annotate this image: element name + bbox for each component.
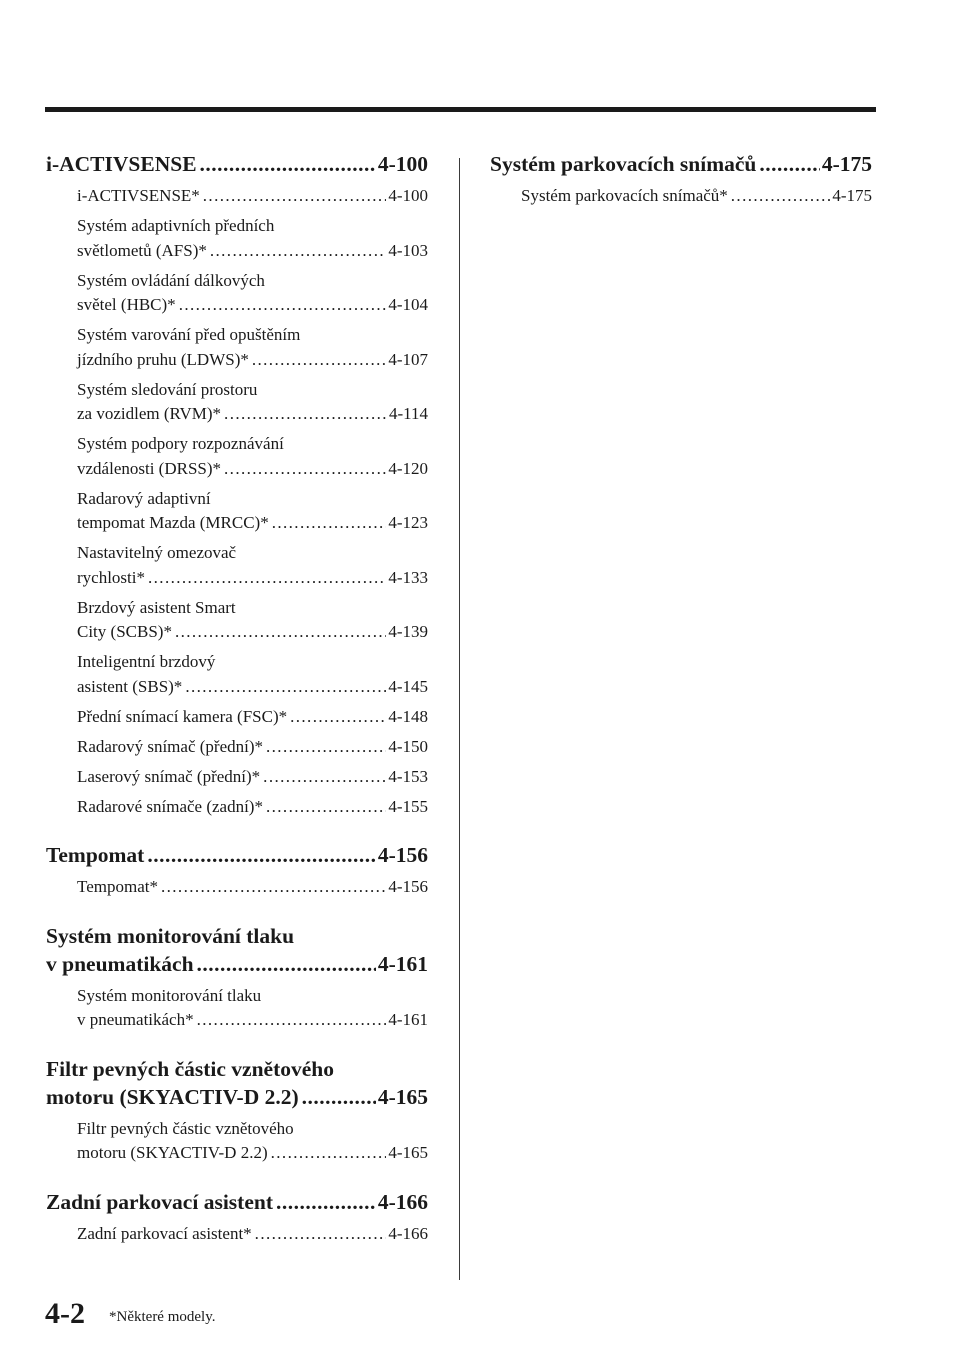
toc-entry[interactable] [77, 378, 428, 427]
section-page-number[interactable]: 4-166 [377, 1189, 428, 1214]
toc-entry[interactable] [77, 184, 428, 209]
entry-line [77, 765, 428, 790]
toc-entry[interactable] [521, 184, 872, 209]
dot-leader [224, 402, 387, 427]
section-page-number[interactable]: 4-100 [377, 152, 428, 176]
entry-line [77, 457, 428, 482]
section-title-line [46, 150, 428, 178]
dot-leader [759, 150, 819, 178]
dot-leader [276, 1188, 376, 1216]
toc-left-column [46, 150, 428, 1268]
toc-section-system-monitorovani-tlaku [46, 922, 428, 1033]
dot-leader [263, 765, 386, 790]
toc-entry[interactable] [77, 650, 428, 699]
section-title-line [490, 150, 872, 178]
entry-line [77, 487, 428, 512]
entry-text: tempomat Mazda (MRCC)* [77, 513, 269, 532]
dot-leader [302, 1083, 376, 1111]
section-heading[interactable] [46, 150, 428, 178]
section-heading[interactable] [46, 841, 428, 869]
entry-text: Laserový snímač (přední)* [77, 766, 261, 786]
entry-text: Systém sledování prostoru [77, 379, 258, 399]
toc-entry[interactable] [77, 269, 428, 318]
entry-page-number[interactable]: 4-139 [388, 622, 428, 641]
entry-text: rychlosti* [77, 567, 145, 587]
toc-entry[interactable] [77, 596, 428, 645]
toc-section-zadni-parkovaci-asistent [46, 1188, 428, 1247]
dot-leader [224, 457, 386, 482]
section-title-text: motoru (SKYACTIV-D 2.2) [46, 1084, 299, 1109]
entry-page-number[interactable]: 4-123 [388, 513, 428, 532]
entry-text: světel (HBC)* [77, 295, 176, 314]
section-entries [46, 984, 428, 1033]
section-heading[interactable] [490, 150, 872, 178]
entry-page-number[interactable]: 4-107 [388, 349, 428, 369]
entry-page-number[interactable]: 4-153 [388, 766, 428, 786]
dot-leader [266, 795, 386, 820]
entry-line [77, 795, 428, 820]
entry-page-number[interactable]: 4-175 [832, 186, 872, 205]
toc-entry[interactable] [77, 541, 428, 590]
entry-page-number[interactable]: 4-155 [388, 796, 428, 816]
dot-leader [255, 1222, 387, 1247]
section-page-number[interactable]: 4-161 [377, 951, 428, 976]
dot-leader [252, 348, 386, 373]
section-title-line [46, 1055, 428, 1083]
entry-text: i-ACTIVSENSE* [77, 186, 200, 205]
toc-entry[interactable] [77, 735, 428, 760]
toc-entry[interactable] [77, 984, 428, 1033]
entry-line [77, 214, 428, 239]
entry-page-number[interactable]: 4-104 [388, 295, 428, 314]
entry-text: City (SCBS)* [77, 622, 172, 641]
entry-line [77, 184, 428, 209]
entry-page-number[interactable]: 4-100 [388, 186, 428, 205]
entry-page-number[interactable]: 4-103 [388, 240, 428, 260]
entry-line [77, 650, 428, 675]
entry-line [77, 432, 428, 457]
toc-section-filtr-pevnych-castic-vznetoveho [46, 1055, 428, 1166]
entry-line [77, 620, 428, 645]
toc-right-column [490, 150, 872, 231]
entry-line [77, 1117, 428, 1142]
entry-text: asistent (SBS)* [77, 676, 183, 696]
entry-line [77, 511, 428, 536]
entry-line [77, 293, 428, 318]
entry-text: Přední snímací kamera (FSC)* [77, 706, 288, 726]
entry-line [77, 323, 428, 348]
section-entries [46, 1117, 428, 1166]
entry-text: Tempomat* [77, 877, 158, 896]
toc-section-system-parkovacich-snimacu [490, 150, 872, 209]
toc-entry[interactable] [77, 795, 428, 820]
dot-leader [271, 1141, 387, 1166]
entry-line [77, 984, 428, 1009]
entry-text: Inteligentní brzdový [77, 652, 216, 671]
dot-leader [731, 184, 831, 209]
dot-leader [210, 239, 386, 264]
entry-text: Radarový snímač (přední)* [77, 736, 263, 756]
section-title-line [46, 922, 428, 950]
column-divider [459, 158, 460, 1280]
dot-leader [272, 511, 387, 536]
entry-text: Systém adaptivních předních [77, 216, 275, 235]
dot-leader [175, 620, 386, 645]
section-title-text: v pneumatikách [46, 951, 194, 976]
entry-text: Systém parkovacích snímačů* [521, 186, 728, 205]
entry-line [77, 1141, 428, 1166]
entry-page-number[interactable]: 4-161 [388, 1010, 428, 1029]
entry-line [77, 269, 428, 294]
toc-entry[interactable] [77, 705, 428, 730]
entry-text: Zadní parkovací asistent* [77, 1223, 252, 1243]
section-entries [46, 1222, 428, 1247]
toc-entry[interactable] [77, 432, 428, 481]
entry-text: Systém podpory rozpoznávání [77, 434, 284, 453]
section-title-text: i-ACTIVSENSE [46, 152, 197, 176]
entry-page-number[interactable]: 4-133 [388, 567, 428, 587]
entry-line [77, 402, 428, 427]
section-page-number[interactable]: 4-175 [821, 152, 872, 176]
entry-page-number[interactable]: 4-145 [388, 676, 428, 696]
entry-text: světlometů (AFS)* [77, 240, 207, 260]
top-rule [45, 107, 876, 112]
dot-leader [290, 705, 386, 730]
toc-entry[interactable] [77, 765, 428, 790]
entry-line [77, 1222, 428, 1247]
entry-line [77, 675, 428, 700]
entry-line [77, 596, 428, 621]
section-page-number[interactable]: 4-156 [377, 843, 428, 867]
entry-page-number[interactable]: 4-148 [388, 706, 428, 726]
entry-text: Nastavitelný omezovač [77, 543, 237, 562]
dot-leader [200, 150, 376, 178]
entry-text: v pneumatikách* [77, 1010, 194, 1029]
section-title-text: Zadní parkovací asistent [46, 1189, 273, 1214]
entry-text: Brzdový asistent Smart [77, 597, 236, 617]
entry-page-number[interactable]: 4-166 [388, 1223, 428, 1243]
dot-leader [203, 184, 387, 209]
entry-line [77, 348, 428, 373]
entry-line [77, 705, 428, 730]
toc-entry[interactable] [77, 875, 428, 900]
section-title-line [46, 950, 428, 978]
dot-leader [266, 735, 386, 760]
section-entries [46, 875, 428, 900]
entry-text: jízdního pruhu (LDWS)* [77, 349, 249, 369]
section-heading[interactable] [46, 1055, 428, 1111]
section-title-text: Systém parkovacích snímačů [490, 152, 757, 176]
section-title-line [46, 1188, 428, 1216]
section-page-number[interactable]: 4-165 [377, 1084, 428, 1109]
section-entries [46, 184, 428, 819]
page-number: 4-2 [45, 1297, 85, 1330]
dot-leader [161, 875, 386, 900]
entry-page-number[interactable]: 4-114 [388, 404, 428, 423]
dot-leader [185, 675, 386, 700]
entry-page-number[interactable]: 4-165 [388, 1143, 428, 1162]
entry-line [77, 1008, 428, 1033]
toc-entry[interactable] [77, 487, 428, 536]
entry-text: motoru (SKYACTIV-D 2.2) [77, 1143, 268, 1162]
section-title-line [46, 841, 428, 869]
entry-text: Filtr pevných částic vznětového [77, 1118, 294, 1138]
section-title-line [46, 1083, 428, 1111]
entry-text: za vozidlem (RVM)* [77, 404, 222, 423]
dot-leader [197, 1008, 387, 1033]
entry-text: Systém ovládání dálkových [77, 270, 265, 290]
dot-leader [179, 293, 387, 318]
entry-line [77, 566, 428, 591]
dot-leader [147, 841, 375, 869]
entry-text: Radarové snímače (zadní)* [77, 796, 263, 816]
entry-line [77, 378, 428, 403]
entry-text: Systém varování před opuštěním [77, 325, 301, 344]
entry-page-number[interactable]: 4-156 [388, 877, 428, 896]
dot-leader [148, 566, 386, 591]
entry-text: vzdálenosti (DRSS)* [77, 458, 222, 478]
toc-entry[interactable] [77, 1222, 428, 1247]
entry-line [77, 239, 428, 264]
entry-line [77, 875, 428, 900]
dot-leader [197, 950, 376, 978]
toc-entry[interactable] [77, 1117, 428, 1166]
section-entries [490, 184, 872, 209]
section-heading[interactable] [46, 922, 428, 978]
toc-entry[interactable] [77, 214, 428, 263]
section-title-text: Tempomat [46, 843, 145, 867]
entry-line [77, 541, 428, 566]
toc-entry[interactable] [77, 323, 428, 372]
entry-page-number[interactable]: 4-150 [388, 736, 428, 756]
entry-text: Systém monitorování tlaku [77, 985, 262, 1005]
footnote: *Některé modely. [109, 1309, 216, 1325]
entry-page-number[interactable]: 4-120 [388, 458, 428, 478]
toc-section-tempomat [46, 841, 428, 900]
section-title-text: Systém monitorování tlaku [46, 923, 295, 948]
entry-line [521, 184, 872, 209]
section-title-text: Filtr pevných částic vznětového [46, 1056, 335, 1081]
entry-text: Radarový adaptivní [77, 488, 211, 508]
section-heading[interactable] [46, 1188, 428, 1216]
toc-section-i-activsense [46, 150, 428, 819]
entry-line [77, 735, 428, 760]
